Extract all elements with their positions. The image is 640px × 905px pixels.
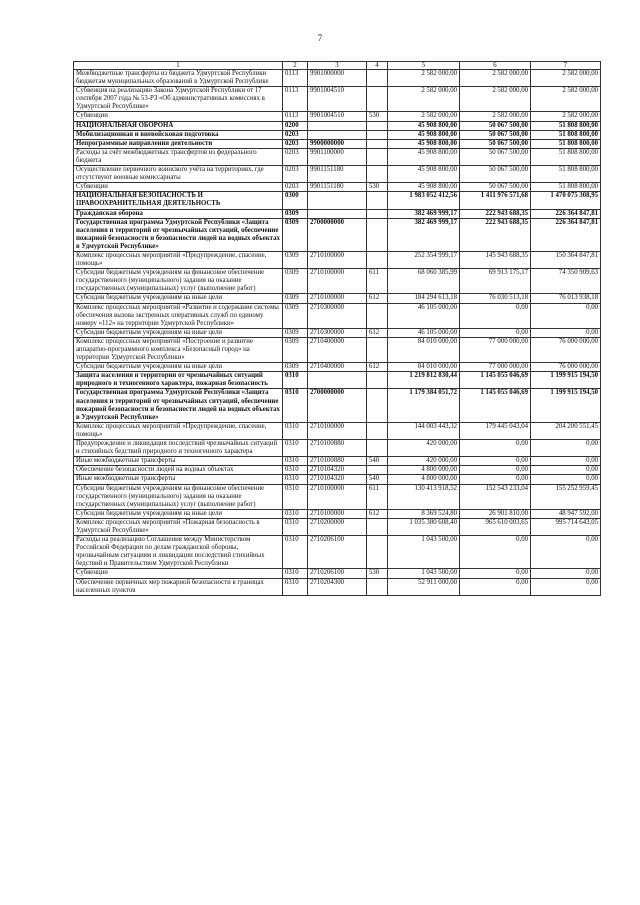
amount-year1-cell: 45 908 800,00 bbox=[388, 130, 460, 139]
amount-year3-cell: 2 582 000,00 bbox=[531, 112, 601, 121]
expense-type-cell: 611 bbox=[367, 484, 388, 509]
expense-type-cell bbox=[367, 148, 388, 165]
table-row bbox=[74, 112, 601, 121]
amount-year2-cell: 0,00 bbox=[460, 578, 531, 595]
table-row bbox=[74, 148, 601, 165]
amount-year2-cell: 50 067 500,00 bbox=[460, 166, 531, 183]
target-code-cell: 9901100000 bbox=[308, 148, 367, 165]
table-row bbox=[74, 130, 601, 139]
expense-type-cell bbox=[367, 130, 388, 139]
amount-year2-cell: 965 610 003,65 bbox=[460, 518, 531, 535]
table-row bbox=[74, 328, 601, 337]
amount-year2-cell: 145 943 688,35 bbox=[460, 251, 531, 268]
expense-type-cell bbox=[367, 209, 388, 218]
amount-year3-cell: 0,00 bbox=[531, 578, 601, 595]
target-code-cell bbox=[308, 209, 367, 218]
amount-year2-cell: 0,00 bbox=[460, 536, 531, 569]
section-code-cell: 0203 bbox=[283, 130, 308, 139]
amount-year3-cell: 76 013 938,18 bbox=[531, 294, 601, 303]
expense-type-cell bbox=[367, 87, 388, 112]
expense-type-cell bbox=[367, 337, 388, 362]
amount-year2-cell: 0,00 bbox=[460, 569, 531, 578]
target-code-cell bbox=[308, 192, 367, 209]
table-row bbox=[74, 484, 601, 509]
amount-year1-cell: 420 000,00 bbox=[388, 440, 460, 457]
row-name-cell: Осуществление первичного воинского учёта на территориях, где отсутствуют военные комиссариаты bbox=[74, 166, 283, 183]
target-code-cell: 2710200000 bbox=[308, 518, 367, 535]
section-code-cell: 0310 bbox=[283, 457, 308, 466]
row-name-cell: Субвенции bbox=[74, 112, 283, 121]
amount-year1-cell: 4 800 000,00 bbox=[388, 466, 460, 475]
amount-year1-cell: 45 908 800,00 bbox=[388, 139, 460, 148]
amount-year3-cell: 0,00 bbox=[531, 303, 601, 328]
amount-year3-cell: 0,00 bbox=[531, 569, 601, 578]
expense-type-cell bbox=[367, 121, 388, 130]
amount-year2-cell: 179 445 043,04 bbox=[460, 422, 531, 439]
table-row bbox=[74, 337, 601, 362]
amount-year3-cell: 0,00 bbox=[531, 328, 601, 337]
expense-type-cell bbox=[367, 518, 388, 535]
row-name-cell: Гражданская оборона bbox=[74, 209, 283, 218]
amount-year1-cell: 45 908 800,00 bbox=[388, 148, 460, 165]
section-code-cell: 0310 bbox=[283, 389, 308, 422]
target-code-cell: 2710100000 bbox=[308, 251, 367, 268]
row-name-cell: Расходы за счёт межбюджетных трансфертов из федерального бюджета bbox=[74, 148, 283, 165]
expense-type-cell bbox=[367, 70, 388, 87]
amount-year3-cell: 155 252 959,45 bbox=[531, 484, 601, 509]
table-row bbox=[74, 218, 601, 251]
amount-year3-cell: 226 364 847,81 bbox=[531, 209, 601, 218]
amount-year2-cell: 50 067 500,00 bbox=[460, 121, 531, 130]
row-name-cell: Субвенции bbox=[74, 569, 283, 578]
expense-type-cell bbox=[367, 578, 388, 595]
amount-year1-cell: 1 043 500,00 bbox=[388, 569, 460, 578]
table-row bbox=[74, 509, 601, 518]
header-cell: 3 bbox=[308, 62, 367, 70]
target-code-cell: 2710300000 bbox=[308, 303, 367, 328]
table-row bbox=[74, 475, 601, 484]
amount-year1-cell: 1 983 052 412,56 bbox=[388, 192, 460, 209]
amount-year3-cell: 226 364 847,81 bbox=[531, 218, 601, 251]
section-code-cell: 0310 bbox=[283, 569, 308, 578]
target-code-cell bbox=[308, 372, 367, 389]
section-code-cell: 0310 bbox=[283, 509, 308, 518]
expense-type-cell bbox=[367, 139, 388, 148]
target-code-cell: 2710206100 bbox=[308, 536, 367, 569]
table-row bbox=[74, 303, 601, 328]
expense-type-cell: 612 bbox=[367, 363, 388, 372]
table-row bbox=[74, 518, 601, 535]
expense-type-cell bbox=[367, 466, 388, 475]
amount-year2-cell: 0,00 bbox=[460, 328, 531, 337]
amount-year2-cell: 0,00 bbox=[460, 466, 531, 475]
amount-year1-cell: 382 469 999,17 bbox=[388, 209, 460, 218]
amount-year1-cell: 1 179 384 051,72 bbox=[388, 389, 460, 422]
amount-year2-cell: 50 067 500,00 bbox=[460, 139, 531, 148]
target-code-cell: 9901004510 bbox=[308, 112, 367, 121]
amount-year3-cell: 0,00 bbox=[531, 457, 601, 466]
section-code-cell: 0309 bbox=[283, 294, 308, 303]
table-row bbox=[74, 70, 601, 87]
target-code-cell bbox=[308, 121, 367, 130]
row-name-cell: Предупреждение и ликвидация последствий чрезвычайных ситуаций и стихийных бедствий природного и техногенного характера bbox=[74, 440, 283, 457]
amount-year1-cell: 2 582 000,00 bbox=[388, 87, 460, 112]
amount-year3-cell: 51 808 800,00 bbox=[531, 121, 601, 130]
section-code-cell: 0310 bbox=[283, 466, 308, 475]
row-name-cell: Субвенция на реализацию Закона Удмуртской Республики от 17 сентября 2007 года № 53-РЗ «Об административных комиссиях в Удмуртской Республике» bbox=[74, 87, 283, 112]
section-code-cell: 0310 bbox=[283, 475, 308, 484]
target-code-cell: 2710100000 bbox=[308, 294, 367, 303]
row-name-cell: Иные межбюджетные трансферты bbox=[74, 475, 283, 484]
amount-year1-cell: 4 800 000,00 bbox=[388, 475, 460, 484]
target-code-cell: 2700000000 bbox=[308, 389, 367, 422]
target-code-cell: 9900000000 bbox=[308, 139, 367, 148]
amount-year2-cell: 2 582 000,00 bbox=[460, 70, 531, 87]
amount-year3-cell: 995 714 643,05 bbox=[531, 518, 601, 535]
amount-year2-cell: 1 145 055 046,69 bbox=[460, 389, 531, 422]
header-cell: 6 bbox=[460, 62, 531, 70]
section-code-cell: 0309 bbox=[283, 218, 308, 251]
section-code-cell: 0310 bbox=[283, 536, 308, 569]
table-row bbox=[74, 536, 601, 569]
expense-type-cell bbox=[367, 303, 388, 328]
row-name-cell: Субсидии бюджетным учреждениям на иные цели bbox=[74, 363, 283, 372]
expense-type-cell: 540 bbox=[367, 457, 388, 466]
amount-year2-cell: 50 067 500,00 bbox=[460, 183, 531, 192]
table-row bbox=[74, 269, 601, 294]
expense-type-cell: 611 bbox=[367, 269, 388, 294]
amount-year2-cell: 1 411 976 571,68 bbox=[460, 192, 531, 209]
amount-year1-cell: 382 469 999,17 bbox=[388, 218, 460, 251]
table-row bbox=[74, 192, 601, 209]
table-row bbox=[74, 363, 601, 372]
amount-year3-cell: 76 000 000,00 bbox=[531, 337, 601, 362]
amount-year2-cell: 1 145 055 046,69 bbox=[460, 372, 531, 389]
section-code-cell: 0310 bbox=[283, 440, 308, 457]
row-name-cell: Комплекс процессных мероприятий «Пожарная безопасность в Удмуртской Республике» bbox=[74, 518, 283, 535]
expense-type-cell bbox=[367, 166, 388, 183]
table-row bbox=[74, 139, 601, 148]
table-row bbox=[74, 457, 601, 466]
amount-year1-cell: 1 035 380 608,40 bbox=[388, 518, 460, 535]
budget-table-body bbox=[74, 62, 601, 596]
header-cell: 2 bbox=[283, 62, 308, 70]
amount-year1-cell: 45 908 800,00 bbox=[388, 166, 460, 183]
row-name-cell: Субсидии бюджетным учреждениям на иные цели bbox=[74, 294, 283, 303]
section-code-cell: 0113 bbox=[283, 112, 308, 121]
row-name-cell: Защита населения и территории от чрезвычайных ситуаций природного и техногенного характера, пожарная безопасность bbox=[74, 372, 283, 389]
amount-year3-cell: 1 199 915 194,50 bbox=[531, 372, 601, 389]
row-name-cell: Обеспечение безопасности людей на водных объектах bbox=[74, 466, 283, 475]
section-code-cell: 0300 bbox=[283, 192, 308, 209]
amount-year3-cell: 150 364 847,81 bbox=[531, 251, 601, 268]
section-code-cell: 0113 bbox=[283, 70, 308, 87]
row-name-cell: Субсидии бюджетным учреждениям на иные цели bbox=[74, 509, 283, 518]
row-name-cell: Субсидии бюджетным учреждениям на финансовое обеспечение государственного (муниципального) задания на оказание государственных (муниципальных) услуг (выполнение работ) bbox=[74, 484, 283, 509]
section-code-cell: 0309 bbox=[283, 328, 308, 337]
table-row bbox=[74, 87, 601, 112]
section-code-cell: 0310 bbox=[283, 518, 308, 535]
target-code-cell: 2710100880 bbox=[308, 457, 367, 466]
amount-year1-cell: 68 060 385,99 bbox=[388, 269, 460, 294]
section-code-cell: 0309 bbox=[283, 363, 308, 372]
table-row bbox=[74, 183, 601, 192]
table-row bbox=[74, 466, 601, 475]
target-code-cell: 2710100000 bbox=[308, 422, 367, 439]
target-code-cell: 2710300000 bbox=[308, 328, 367, 337]
row-name-cell: НАЦИОНАЛЬНАЯ БЕЗОПАСНОСТЬ И ПРАВООХРАНИТЕЛЬНАЯ ДЕЯТЕЛЬНОСТЬ bbox=[74, 192, 283, 209]
amount-year2-cell: 2 582 000,00 bbox=[460, 87, 531, 112]
table-row bbox=[74, 440, 601, 457]
amount-year3-cell: 204 200 551,45 bbox=[531, 422, 601, 439]
amount-year2-cell: 222 943 688,35 bbox=[460, 209, 531, 218]
table-row bbox=[74, 294, 601, 303]
row-name-cell: Комплекс процессных мероприятий «Предупреждение, спасение, помощь» bbox=[74, 251, 283, 268]
section-code-cell: 0310 bbox=[283, 422, 308, 439]
row-name-cell: Субвенции bbox=[74, 183, 283, 192]
amount-year3-cell: 51 808 800,00 bbox=[531, 148, 601, 165]
amount-year1-cell: 46 105 000,00 bbox=[388, 303, 460, 328]
amount-year2-cell: 0,00 bbox=[460, 440, 531, 457]
table-row bbox=[74, 569, 601, 578]
row-name-cell: Государственная программа Удмуртской Республики «Защита населения и территорий от чрезвычайных ситуаций, обеспечение пожарной безопасности и безопасности людей на водных объектах в Удмуртской Республике» bbox=[74, 389, 283, 422]
target-code-cell: 9901004510 bbox=[308, 87, 367, 112]
row-name-cell: Мобилизационная и вневойсковая подготовка bbox=[74, 130, 283, 139]
row-name-cell: Комплекс процессных мероприятий «Развитие и содержание системы обеспечения вызова экстренных оперативных служб по единому номеру «112» на территории Удмуртской Республики» bbox=[74, 303, 283, 328]
amount-year2-cell: 2 582 000,00 bbox=[460, 112, 531, 121]
amount-year2-cell: 77 000 000,00 bbox=[460, 337, 531, 362]
target-code-cell: 2710100880 bbox=[308, 440, 367, 457]
row-name-cell: Комплекс процессных мероприятий «Построение и развитие аппаратно-программного комплекса «Безопасный город» на территории Удмуртской Республики» bbox=[74, 337, 283, 362]
amount-year3-cell: 74 350 909,63 bbox=[531, 269, 601, 294]
amount-year3-cell: 0,00 bbox=[531, 440, 601, 457]
amount-year1-cell: 52 911 000,00 bbox=[388, 578, 460, 595]
amount-year1-cell: 45 908 800,00 bbox=[388, 121, 460, 130]
amount-year2-cell: 77 000 000,00 bbox=[460, 363, 531, 372]
expense-type-cell: 540 bbox=[367, 475, 388, 484]
row-name-cell: Непрограммные направления деятельности bbox=[74, 139, 283, 148]
amount-year3-cell: 0,00 bbox=[531, 466, 601, 475]
row-name-cell: Государственная программа Удмуртской Республики «Защита населения и территорий от чрезвычайных ситуаций, обеспечение пожарной безопасности и безопасности людей на водных объектах в Удмуртской Республике» bbox=[74, 218, 283, 251]
target-code-cell: 2710206100 bbox=[308, 569, 367, 578]
target-code-cell: 2710100000 bbox=[308, 484, 367, 509]
amount-year2-cell: 152 543 233,04 bbox=[460, 484, 531, 509]
target-code-cell: 9901000000 bbox=[308, 70, 367, 87]
row-name-cell: Субсидии бюджетным учреждениям на иные цели bbox=[74, 328, 283, 337]
section-code-cell: 0309 bbox=[283, 209, 308, 218]
amount-year3-cell: 1 199 915 194,50 bbox=[531, 389, 601, 422]
section-code-cell: 0310 bbox=[283, 578, 308, 595]
expense-type-cell bbox=[367, 372, 388, 389]
amount-year1-cell: 144 003 443,32 bbox=[388, 422, 460, 439]
amount-year1-cell: 1 219 812 830,44 bbox=[388, 372, 460, 389]
table-row bbox=[74, 372, 601, 389]
expense-type-cell bbox=[367, 440, 388, 457]
table-row bbox=[74, 251, 601, 268]
amount-year3-cell: 0,00 bbox=[531, 475, 601, 484]
amount-year1-cell: 84 010 000,00 bbox=[388, 363, 460, 372]
budget-table bbox=[73, 61, 601, 596]
amount-year1-cell: 130 413 918,52 bbox=[388, 484, 460, 509]
amount-year1-cell: 252 354 999,17 bbox=[388, 251, 460, 268]
row-name-cell: Иные межбюджетные трансферты bbox=[74, 457, 283, 466]
expense-type-cell bbox=[367, 192, 388, 209]
amount-year1-cell: 1 043 500,00 bbox=[388, 536, 460, 569]
target-code-cell: 2710100000 bbox=[308, 269, 367, 294]
table-row bbox=[74, 209, 601, 218]
header-cell: 4 bbox=[367, 62, 388, 70]
amount-year3-cell: 51 808 800,00 bbox=[531, 166, 601, 183]
amount-year3-cell: 2 582 000,00 bbox=[531, 70, 601, 87]
row-name-cell: Межбюджетные трансферты из бюджета Удмуртской Республики бюджетам муниципальных образований в Удмуртской Республике bbox=[74, 70, 283, 87]
section-code-cell: 0309 bbox=[283, 337, 308, 362]
amount-year2-cell: 69 913 175,17 bbox=[460, 269, 531, 294]
expense-type-cell bbox=[367, 422, 388, 439]
row-name-cell: Расходы на реализацию Соглашения между Министерством Российской Федерации по делам гражданской обороны, чрезвычайным ситуациям и ликвидации последствий стихийных бедствий и Правительством Удмуртской Республики bbox=[74, 536, 283, 569]
row-name-cell: Субсидии бюджетным учреждениям на финансовое обеспечение государственного (муниципального) задания на оказание государственных (муниципальных) услуг (выполнение работ) bbox=[74, 269, 283, 294]
section-code-cell: 0203 bbox=[283, 139, 308, 148]
amount-year2-cell: 0,00 bbox=[460, 303, 531, 328]
row-name-cell: НАЦИОНАЛЬНАЯ ОБОРОНА bbox=[74, 121, 283, 130]
expense-type-cell: 612 bbox=[367, 509, 388, 518]
amount-year1-cell: 84 010 000,00 bbox=[388, 337, 460, 362]
amount-year3-cell: 0,00 bbox=[531, 536, 601, 569]
table-row bbox=[74, 166, 601, 183]
amount-year3-cell: 48 947 592,00 bbox=[531, 509, 601, 518]
table-row bbox=[74, 422, 601, 439]
target-code-cell: 2710400000 bbox=[308, 337, 367, 362]
amount-year1-cell: 46 105 000,00 bbox=[388, 328, 460, 337]
page-number: 7 bbox=[317, 33, 323, 43]
section-code-cell: 0310 bbox=[283, 484, 308, 509]
amount-year3-cell: 51 808 800,00 bbox=[531, 183, 601, 192]
header-cell: 7 bbox=[531, 62, 601, 70]
section-code-cell: 0203 bbox=[283, 166, 308, 183]
amount-year2-cell: 50 067 500,00 bbox=[460, 130, 531, 139]
target-code-cell: 2710204300 bbox=[308, 578, 367, 595]
expense-type-cell: 612 bbox=[367, 294, 388, 303]
amount-year3-cell: 2 582 000,00 bbox=[531, 87, 601, 112]
section-code-cell: 0203 bbox=[283, 148, 308, 165]
table-row bbox=[74, 121, 601, 130]
amount-year1-cell: 2 582 000,00 bbox=[388, 70, 460, 87]
target-code-cell: 9901151180 bbox=[308, 166, 367, 183]
amount-year1-cell: 184 294 613,18 bbox=[388, 294, 460, 303]
row-name-cell: Комплекс процессных мероприятий «Предупреждение, спасение, помощь» bbox=[74, 422, 283, 439]
expense-type-cell: 530 bbox=[367, 112, 388, 121]
amount-year2-cell: 222 943 688,35 bbox=[460, 218, 531, 251]
expense-type-cell bbox=[367, 389, 388, 422]
amount-year1-cell: 420 000,00 bbox=[388, 457, 460, 466]
section-code-cell: 0200 bbox=[283, 121, 308, 130]
target-code-cell: 2710104320 bbox=[308, 466, 367, 475]
amount-year3-cell: 1 470 075 308,95 bbox=[531, 192, 601, 209]
amount-year2-cell: 50 067 500,00 bbox=[460, 148, 531, 165]
table-row bbox=[74, 578, 601, 595]
amount-year1-cell: 45 908 800,00 bbox=[388, 183, 460, 192]
table-header-row bbox=[74, 62, 601, 70]
section-code-cell: 0309 bbox=[283, 303, 308, 328]
header-cell: 5 bbox=[388, 62, 460, 70]
section-code-cell: 0310 bbox=[283, 372, 308, 389]
expense-type-cell: 530 bbox=[367, 569, 388, 578]
amount-year3-cell: 51 808 800,00 bbox=[531, 130, 601, 139]
header-cell: 1 bbox=[74, 62, 283, 70]
expense-type-cell bbox=[367, 218, 388, 251]
expense-type-cell: 612 bbox=[367, 328, 388, 337]
section-code-cell: 0113 bbox=[283, 87, 308, 112]
amount-year2-cell: 0,00 bbox=[460, 457, 531, 466]
section-code-cell: 0309 bbox=[283, 269, 308, 294]
expense-type-cell bbox=[367, 251, 388, 268]
target-code-cell: 9901151180 bbox=[308, 183, 367, 192]
amount-year2-cell: 76 030 513,18 bbox=[460, 294, 531, 303]
amount-year3-cell: 51 808 800,00 bbox=[531, 139, 601, 148]
amount-year1-cell: 2 582 000,00 bbox=[388, 112, 460, 121]
table-row bbox=[74, 389, 601, 422]
section-code-cell: 0203 bbox=[283, 183, 308, 192]
amount-year1-cell: 8 369 524,80 bbox=[388, 509, 460, 518]
target-code-cell: 2710104320 bbox=[308, 475, 367, 484]
expense-type-cell: 530 bbox=[367, 183, 388, 192]
amount-year3-cell: 76 000 000,00 bbox=[531, 363, 601, 372]
row-name-cell: Обеспечение первичных мер пожарной безопасности в границах населенных пунктов bbox=[74, 578, 283, 595]
target-code-cell: 2710400000 bbox=[308, 363, 367, 372]
amount-year2-cell: 0,00 bbox=[460, 475, 531, 484]
section-code-cell: 0309 bbox=[283, 251, 308, 268]
target-code-cell: 2710100000 bbox=[308, 509, 367, 518]
amount-year2-cell: 26 901 810,00 bbox=[460, 509, 531, 518]
expense-type-cell bbox=[367, 536, 388, 569]
target-code-cell: 2700000000 bbox=[308, 218, 367, 251]
target-code-cell bbox=[308, 130, 367, 139]
